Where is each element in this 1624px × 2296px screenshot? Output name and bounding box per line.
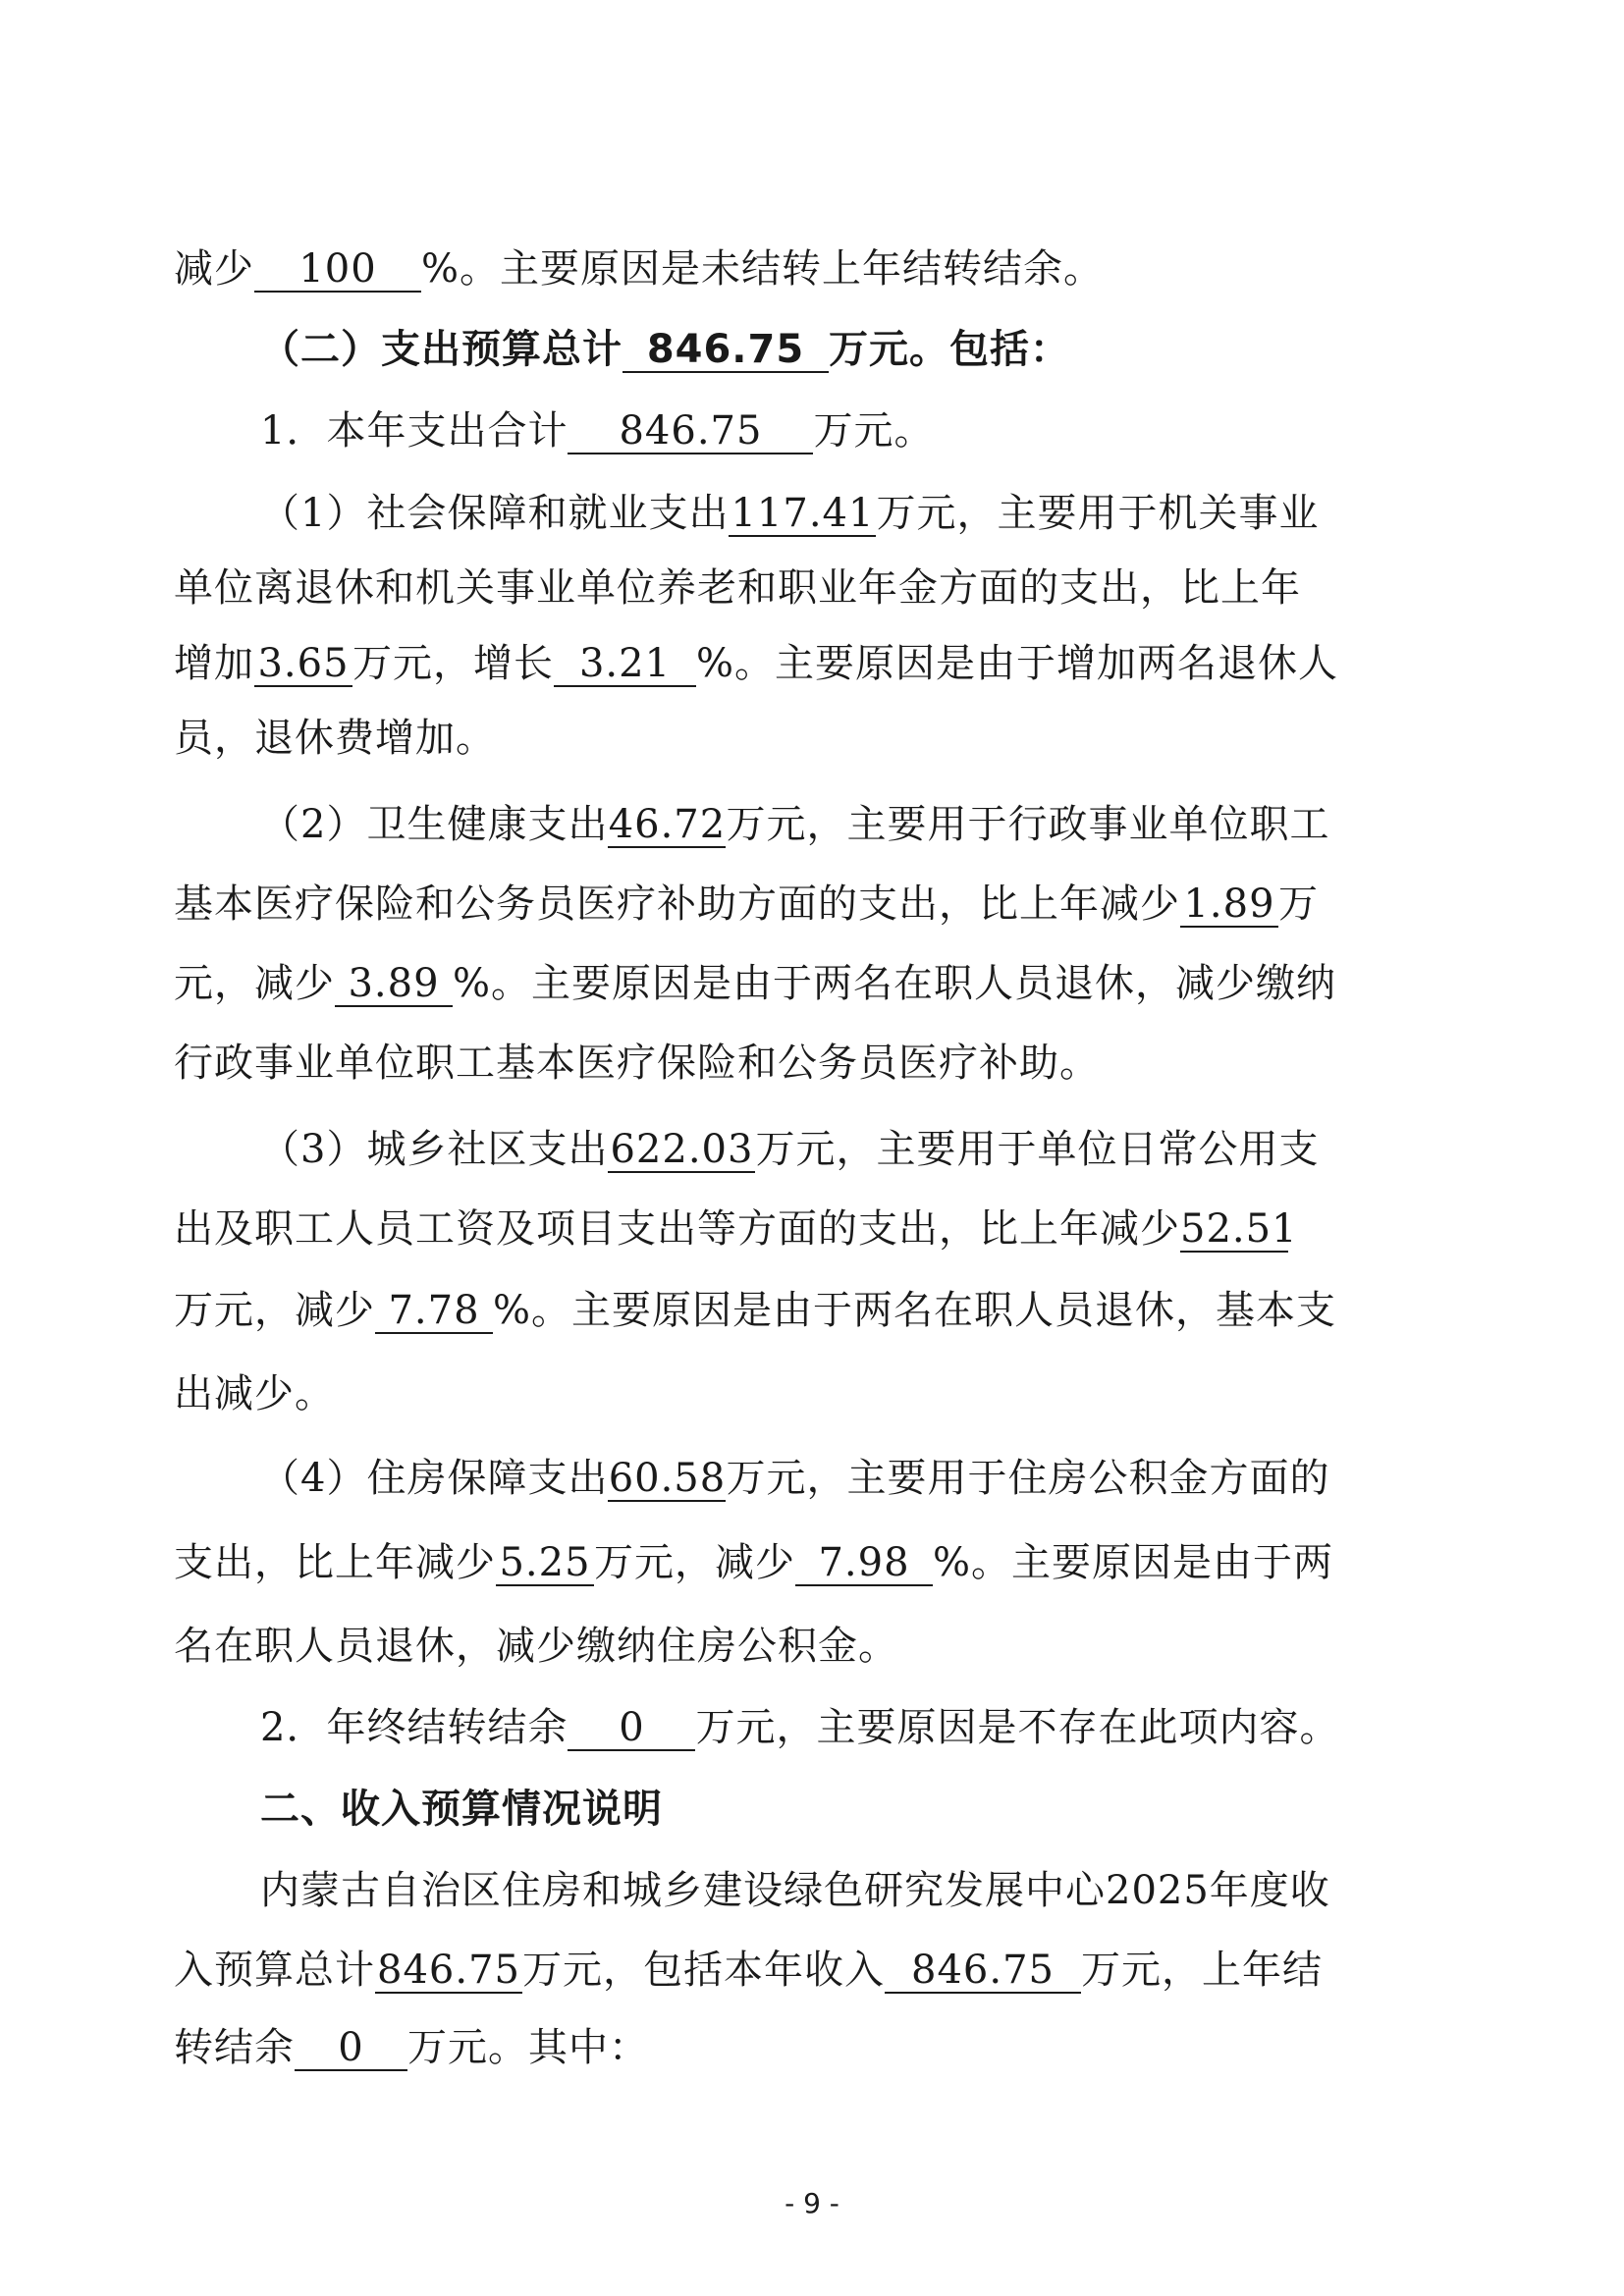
text-line-1: 减少 100 %。主要原因是未结转上年结转结余。	[174, 246, 1105, 292]
underlined-value: 3.89	[335, 962, 453, 1007]
underlined-value: 846.75	[885, 1949, 1081, 1994]
text-line-10: 元，减少 3.89 %。主要原因是由于两名在职人员退休，减少缴纳	[174, 961, 1337, 1006]
underlined-value: 117.41	[729, 492, 876, 537]
text-line-21: 内蒙古自治区住房和城乡建设绿色研究发展中心2025年度收	[260, 1868, 1330, 1913]
underlined-value: 5.25	[496, 1541, 594, 1586]
text-line-16: （4）住房保障支出60.58万元，主要用于住房公积金方面的	[260, 1456, 1330, 1501]
underlined-value: 3.65	[254, 642, 352, 687]
text-line-13: 出及职工人员工资及项目支出等方面的支出，比上年减少52.51	[174, 1206, 1298, 1252]
underlined-value: 60.58	[608, 1456, 727, 1501]
underlined-value: 7.78	[375, 1289, 493, 1334]
underlined-value: 0	[568, 1706, 695, 1751]
text-line-22: 入预算总计846.75万元，包括本年收入 846.75 万元，上年结	[174, 1948, 1323, 1993]
text-line-15: 出减少。	[174, 1371, 335, 1416]
text-line-7: 员，退休费增加。	[174, 716, 496, 761]
text-line-5: 单位离退休和机关事业单位养老和职业年金方面的支出，比上年	[174, 565, 1301, 611]
underlined-value: 52.51	[1180, 1206, 1298, 1252]
text-line-8: （2）卫生健康支出46.72万元，主要用于行政事业单位职工	[260, 802, 1330, 847]
text-line-18: 名在职人员退休，减少缴纳住房公积金。	[174, 1624, 898, 1669]
text-line-9: 基本医疗保险和公务员医疗补助方面的支出，比上年减少1.89万	[174, 881, 1319, 927]
section-heading-income: 二、收入预算情况说明	[260, 1787, 663, 1832]
text-line-17: 支出，比上年减少5.25万元，减少 7.98 %。主要原因是由于两	[174, 1540, 1334, 1585]
text-line-3: 1．本年支出合计 846.75 万元。	[260, 408, 935, 454]
section-subheading-expenditure: （二）支出预算总计 846.75 万元。包括：	[260, 327, 1070, 372]
underlined-value: 100	[254, 247, 421, 293]
underlined-value: 7.98	[795, 1541, 933, 1586]
underlined-value: 0	[295, 2026, 407, 2071]
text-line-12: （3）城乡社区支出622.03万元，主要用于单位日常公用支	[260, 1127, 1320, 1172]
text-line-14: 万元，减少 7.78 %。主要原因是由于两名在职人员退休，基本支	[174, 1288, 1337, 1333]
text-line-4: （1）社会保障和就业支出117.41万元，主要用于机关事业	[260, 491, 1320, 536]
underlined-value: 846.75	[568, 409, 813, 454]
underlined-value: 46.72	[608, 802, 727, 847]
underlined-value: 846.75	[623, 328, 829, 373]
page-number: - 9 -	[785, 2187, 839, 2219]
text-line-23: 转结余 0 万元。其中：	[174, 2025, 649, 2070]
underlined-value: 3.21	[554, 642, 696, 687]
text-line-19: 2．年终结转结余 0 万元，主要原因是不存在此项内容。	[260, 1705, 1340, 1750]
text-line-11: 行政事业单位职工基本医疗保险和公务员医疗补助。	[174, 1041, 1100, 1086]
underlined-value: 1.89	[1180, 882, 1278, 928]
underlined-value: 622.03	[608, 1128, 755, 1173]
underlined-value: 846.75	[375, 1949, 522, 1994]
text-line-6: 增加3.65万元，增长 3.21 %。主要原因是由于增加两名退休人	[174, 641, 1339, 686]
